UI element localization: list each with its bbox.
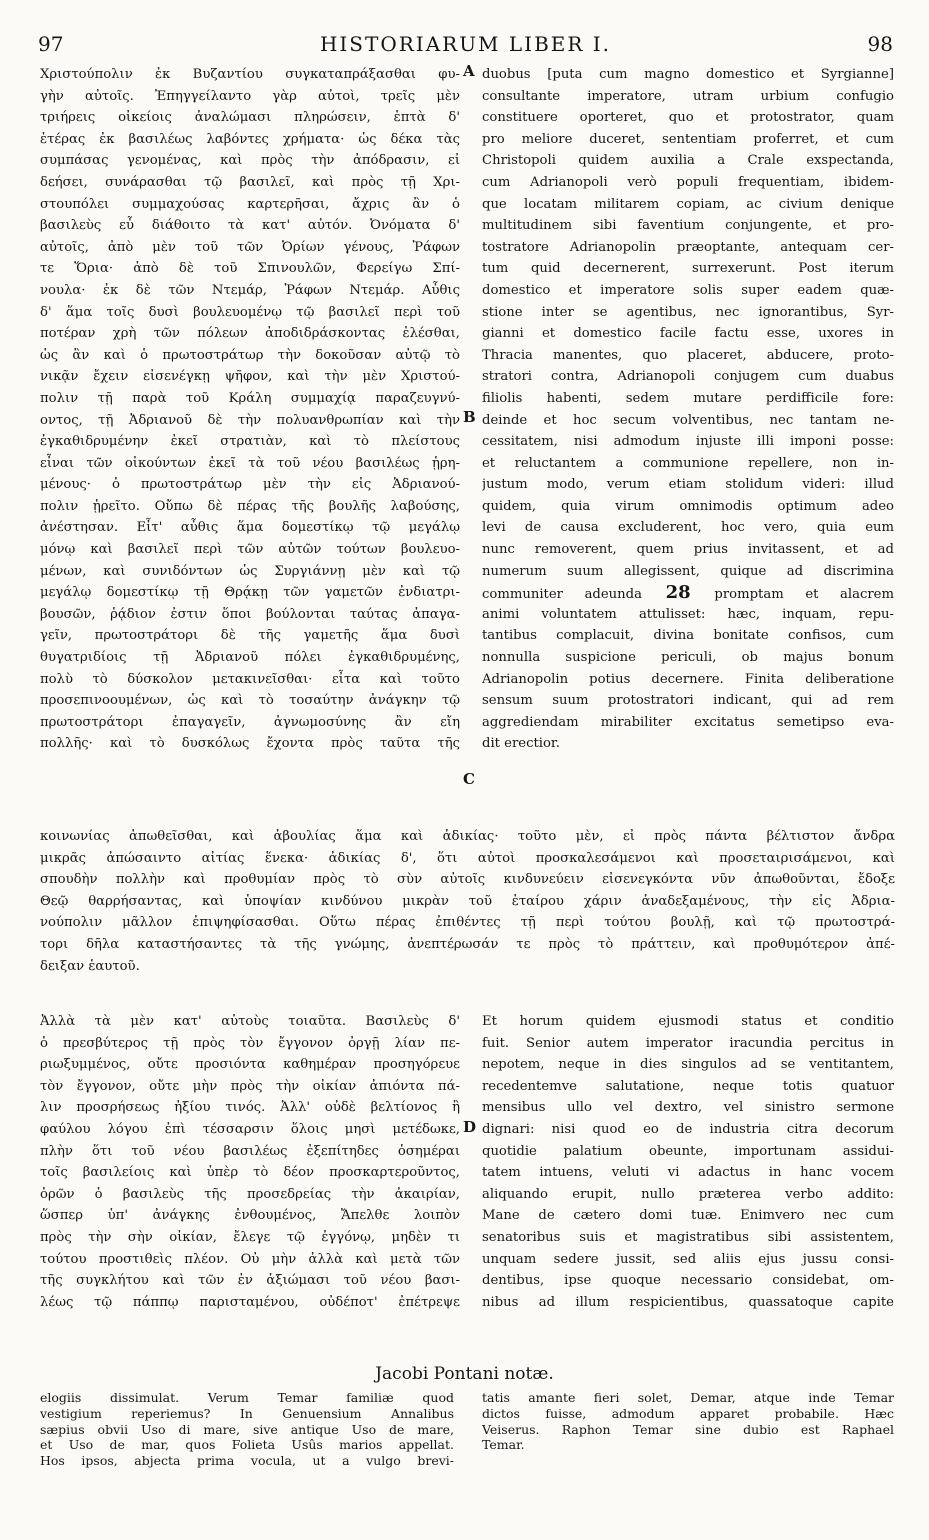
text-line: προσεπινοουμένων, ὡς καὶ τὸ τοσαύτην ἀνάγκην τῷ [40,693,460,709]
text-line: et Uso de mar, quos Folieta Usûs marios appellat. [40,1437,454,1453]
text-line: μόνῳ καὶ βασιλεῖ περὶ τῶν αὐτῶν τούτων βουλευο- [40,542,460,558]
text-line: μένων, καὶ συνιδόντων ὡς Συργιάννῃ μὲν καὶ τῷ [40,563,460,579]
margin-marker-b: B [463,408,476,426]
text-line: δειξαν ἑαυτοῦ. [40,958,140,974]
text-line: ὡς ἂν καὶ ὁ πρωτοστράτωρ τὴν δοκοῦσαν αὐτῷ τὸ [40,347,460,363]
greek-column-bottom [40,1011,460,1313]
text-line: Adrianopolin potius decernere. Finita deliberatione [482,671,894,687]
text-line: vestigium reperiemus? In Genuensium Annalibus [40,1405,454,1421]
page-number-left: 97 [38,32,64,56]
text-line: filiolis habenti, sedem mutare perdifficile fore: [482,390,894,406]
text-line: Θεῷ θαρρήσαντας, καὶ ὑποψίαν κινδύνου μικρὰν τοῦ ἑταίρου χάριν ἀναδεξαμένους, τὴν εἰς Ἀδρια- [40,893,895,909]
text-line: stratori contra, Adrianopoli conjugem cum duabus [482,369,894,385]
text-line: νικᾷν ἔχειν εἰσενέγκῃ ψῆφον, καὶ τὴν μὲν Χριστού- [40,369,460,385]
text-line: dit erectior. [482,736,560,752]
text-line: σπουδὴν πολλὴν καὶ προθυμίαν πρὸς τὸ σὺν αὐτοῖς κινδυνεύειν εἰσενεγκόντα νῦν ἀπωθοῦνται, ἔδοξε [40,872,895,888]
text-line: Christopoli quidem auxilia a Crale exspectanda, [482,153,894,169]
text-line: sæpius obvii Uso di mare, sive antique Uso de mare, [40,1421,454,1437]
text-line: dignari: nisi quod eo de industria citra decorum [482,1121,894,1137]
text-line: πλὴν ὅτι τοῦ νέου βασιλέως ἐξεπίτηδες ὁσημέραι [40,1143,460,1159]
text-line: μένους· ὁ πρωτοστράτωρ μὲν τὴν εἰς Ἀδριανού- [40,477,460,493]
text-line: quotidie palatium obeunte, importunam assidui- [482,1143,894,1159]
text-line: νουλα· ἐκ δὲ τῶν Ντεμάρ, Ῥάφων Ντεμάρ. Αὖθις [40,282,460,298]
text-line: levi de causa excluderent, hoc vero, quia eum [482,520,894,536]
margin-marker-d: D [463,1118,477,1136]
notes-left-column [40,1390,454,1469]
text-line: Et horum quidem ejusmodi status et conditio [482,1014,894,1029]
text-line: συμπάσας γενομένας, καὶ πρὸς τὴν ἀπόδρασιν, εἰ [40,153,460,169]
text-line: τορι δῆλα καταστήσαντες τὰ τῆς γνώμης, ἀνεπτέρωσάν τε πρὸς τὸ πράττειν, καὶ προθυμότερον ἀπέ- [40,936,895,952]
text-line: δ' ἅμα τοῖς δυσὶ βουλευομένῳ τῷ βασιλεῖ περὶ τοῦ [40,304,460,320]
text-line: πρὸς τὴν σὴν οἰκίαν, ἔλεγε τῷ ἐγγόνῳ, μηδὲν τι [40,1229,460,1245]
text-line: senatoribus suis et magistratibus sibi assistentem, [482,1229,894,1245]
text-line: Ἀλλὰ τὰ μὲν κατ' αὐτοὺς τοιαῦτα. Βασιλεὺς δ' [40,1014,460,1029]
text-line: στουπόλει συμμαχούσας καρτερῆσαι, ἄχρις ἂν ὁ [40,196,460,212]
text-line: τε Ὅρια· ἀπὸ δὲ τοῦ Σπινουλῶν, Φερείγω Σπί- [40,261,460,277]
text-line: Veiserus. Raphon Temar sine dubio est Raphael [482,1421,894,1437]
text-line: multitudinem sibi faventium conjungente, et pro- [482,218,894,234]
text-line: πολλῆς· καὶ τὸ δυσκόλως ἔχοντα πρὸς ταῦτα τῆς [40,736,460,752]
text-line: τοῖς βασιλείοις καὶ ὑπὲρ τὸ δέον προσκαρτεροῦντος, [40,1165,460,1181]
text-line: aggrediendam mirabiliter excitatus semetipso eva- [482,714,894,730]
text-line: deinde et hoc secum volventibus, nec tantam ne- [482,412,894,428]
text-line: numerum suum allegissent, quique ad discrimina [482,563,894,579]
text-line: οντος, τῇ Ἀδριανοῦ δὲ τὴν πολυανθρωπίαν καὶ τὴν [40,412,460,428]
text-line: ἐγκαθιδρυμένην ἐκεῖ στρατιὰν, καὶ τὸ πλείστους [40,434,460,450]
text-line: τριήρεις οἰκείοις ἀναλώμασι πληρώσειν, ἑπτὰ δ' [40,110,460,126]
full-width-greek-text [40,826,895,977]
text-line: domestico et imperatore solis super eadem quæ- [482,282,894,298]
margin-marker-a: A [463,62,475,80]
text-line: Hos ipsos, abjecta prima vocula, ut a vulgo brevi- [40,1453,454,1469]
text-line: ὥσπερ ὑπ' ἀνάγκης ἐνθουμένος, Ἄπελθε λοιπὸν [40,1208,460,1224]
text-line: nibus ad illum respicientibus, quassatoque capite [482,1294,894,1310]
margin-marker-c: C [463,770,475,788]
text-line: justum modo, verum etiam stolidum videri: illud [482,477,894,493]
text-line: constituere oporteret, quo et protostrator, quam [482,110,894,126]
text-line: unquam sedere jussit, sed aliis ejus jussu consi- [482,1251,894,1267]
text-line: πρωτοστράτορι ἐπαγαγεῖν, ἀγνωμοσύνης ἂν εἴη [40,714,460,730]
text-line: πολιν ᾑρεῖτο. Οὔπω δὲ πέρας τῆς βουλῆς λαβούσης, [40,498,460,514]
text-line: nunc removerent, quem prius invitassent, et ad [482,542,894,558]
text-line: τὸν ἔγγονον, οὔτε μὴν πρὸς τὴν οἰκίαν ἀπιόντα πά- [40,1078,460,1094]
latin-column-top [482,64,894,755]
text-line: quidem, quia virum omnimodis optimum adeo [482,498,894,514]
text-line: πολὺ τὸ δύσκολον μετακινεῖσθαι· εἶτα καὶ τοῦτο [40,671,460,687]
text-line: Temar. [482,1437,525,1453]
notes-right-column [482,1390,894,1453]
text-line: Thracia manentes, quo placeret, abducere, proto- [482,347,894,363]
text-line: tatis amante fieri solet, Demar, atque inde Temar [482,1390,894,1405]
text-line: δεήσει, συνάρασθαι τῷ βασιλεῖ, καὶ πρὸς τῇ Χρι- [40,174,460,190]
text-line: nonnulla suspicione periculi, ob majus bonum [482,650,894,666]
text-line: tostratore Adrianopolin præoptante, antequam cer- [482,239,894,255]
text-line: μεγάλῳ δομεστίκῳ τῇ Θρᾴκῃ τῶν γαμετῶν ἐνδιατρι- [40,585,460,601]
text-line: fuit. Senior autem imperator iracundia percitus in [482,1035,894,1051]
text-line: ὁρῶν ὁ βασιλεὺς τῆς προσεδρείας τὴν ἀκαιρίαν, [40,1186,460,1202]
text-fragment: communiter adeunda [482,587,642,603]
text-line: nepotem, neque in dies singulos ad se ventitantem, [482,1057,894,1073]
text-line: cessitatem, nisi admodum injuste illi imponi posse: [482,434,894,450]
text-line: Χριστούπολιν ἐκ Βυζαντίου συγκαταπράξασθαι φυ- [40,67,460,82]
text-line: αὐτοῖς, ἀπὸ μὲν τοῦ τῶν Ὀρίων γένους, Ῥάφων [40,239,460,255]
text-line: νούπολιν μᾶλλον ἐπιψηφίσασθαι. Οὕτω πέρας ἐπιθέντες τῇ περὶ τούτου βουλῇ, καὶ τῷ πρωτοστρά- [40,915,895,931]
text-line: recedentemve salutatione, neque totis quatuor [482,1078,894,1094]
text-line: tatem intuens, veluti vi adactus in hanc vocem [482,1165,894,1181]
text-line: τῆς συγκλήτου καὶ τῶν ἐν ἀξιώμασι τοῦ νέου βασι- [40,1273,460,1289]
text-line: aliquando erupit, nullo præterea verbo addito: [482,1186,894,1202]
text-line: tantibus complacuit, divina bonitate confisos, cum [482,628,894,644]
text-line: gianni et domestico facile factu esse, uxores in [482,326,894,342]
text-line: ἑτέρας ἐκ βασιλέως λαβόντες χρήματα· ὡς δέκα τὰς [40,131,460,147]
text-line: τούτου προστιθεὶς πλέον. Οὐ μὴν ἀλλὰ καὶ μετὰ τῶν [40,1251,460,1267]
text-line: consultante imperatore, utram urbium confugio [482,88,894,104]
text-line: animi voluntatem attulisset: hæc, inquam, repu- [482,606,894,622]
text-line: φαύλου λόγου ἐπὶ τέσσαρσιν ὅλοις μησὶ μετέδωκε, [40,1121,460,1137]
text-line: dictos fuisse, admodum apparet probabile. Hæc [482,1405,894,1421]
notes-title: Jacobi Pontani notæ. [375,1364,554,1384]
text-line: βασιλεὺς εὖ διάθοιτο τὰ κατ' αὐτόν. Ὀνόματα δ' [40,218,460,234]
text-line: Mane de cætero domi tuæ. Enimvero nec cum [482,1208,894,1224]
text-line: θυγατριδίοις τῇ Ἀδριανοῦ πόλει ἐγκαθιδρυμένης, [40,650,460,666]
text-line: elogiis dissimulat. Verum Temar familiæ quod [40,1390,454,1405]
text-line: tum quid decernerent, surrexerunt. Post iterum [482,261,894,277]
text-line: ποτέραν χρὴ τῶν πόλεων ἀποδιδράσκοντας ἑλέσθαι, [40,326,460,342]
text-line: dentibus, ipse quoque necessario considebat, om- [482,1273,894,1289]
text-line: μικρᾶς ἀπώσαιντο αἰτίας ἕνεκα· ἀδικίας δ', ὅτι αὐτοὶ προσκαλεσάμενοι καὶ προσεταιρισάμενοι, καὶ [40,850,895,866]
text-line: sensum suum protostratori indicant, qui ad rem [482,693,894,709]
text-line: γὴν αὐτοῖς. Ἐπηγγείλαντο γὰρ αὐτοὶ, τρεῖς μὲν [40,88,460,104]
text-line: mensibus ullo vel dextro, vel sinistro sermone [482,1100,894,1116]
page-number-right: 98 [867,32,893,56]
text-fragment: promptam et alacrem [714,587,894,603]
text-line: stione inter se agentibus, nec ignorantibus, Syr- [482,304,894,320]
text-line [482,582,894,604]
running-title: HISTORIARUM LIBER I. [319,32,612,56]
text-line: et reluctantem a communione repellere, non in- [482,455,894,471]
text-line: pro meliore duceret, sententiam proferret, et cum [482,131,894,147]
text-line: εἶναι τῶν οἰκούντων ἐκεῖ τὰ τοῦ νέου βασιλέως ᾑρη- [40,455,460,471]
page-header [38,32,893,60]
text-line: πολιν τῇ παρὰ τοῦ Κράλη συμμαχίᾳ παραζευγνύ- [40,390,460,406]
inline-page-number: 28 [641,582,715,604]
text-line: duobus [puta cum magno domestico et Syrgianne] [482,67,894,82]
text-line: γεῖν, πρωτοστράτορι δὲ τῆς γαμετῆς ἅμα δυσὶ [40,628,460,644]
text-line: βουσῶν, ῥᾴδιον ἐστιν ὅποι βούλονται ταύτας ἀπαγα- [40,606,460,622]
text-line: ἀνέστησαν. Εἶτ' αὖθις ἅμα δομεστίκῳ τῷ μεγάλῳ [40,520,460,536]
text-line: que locatam militarem copiam, ac civium denique [482,196,894,212]
text-line: ριωξυμμένος, οὔτε προσιόντα καθημέραν προσηγόρευε [40,1057,460,1073]
text-line: λιν προσρήσεως ἠξίου τινός. Ἀλλ' οὐδὲ βελτίονος ἢ [40,1100,460,1116]
text-line: λέως τῷ πάππῳ παρισταμένου, οὐδέποτ' ἐπέτρεψε [40,1294,460,1310]
latin-column-bottom [482,1011,894,1313]
text-line: cum Adrianopoli verò populi frequentiam, ibidem- [482,174,894,190]
text-line: ὁ πρεσβύτερος τῇ πρὸς τὸν ἔγγονον ὀργῇ λίαν πε- [40,1035,460,1051]
text-line: κοινωνίας ἀπωθεῖσθαι, καὶ ἀβουλίας ἅμα καὶ ἀδικίας· τοῦτο μὲν, εἰ πρὸς πάντα βέλτιστον ἄνδρα [40,829,895,844]
greek-column-top [40,64,460,755]
